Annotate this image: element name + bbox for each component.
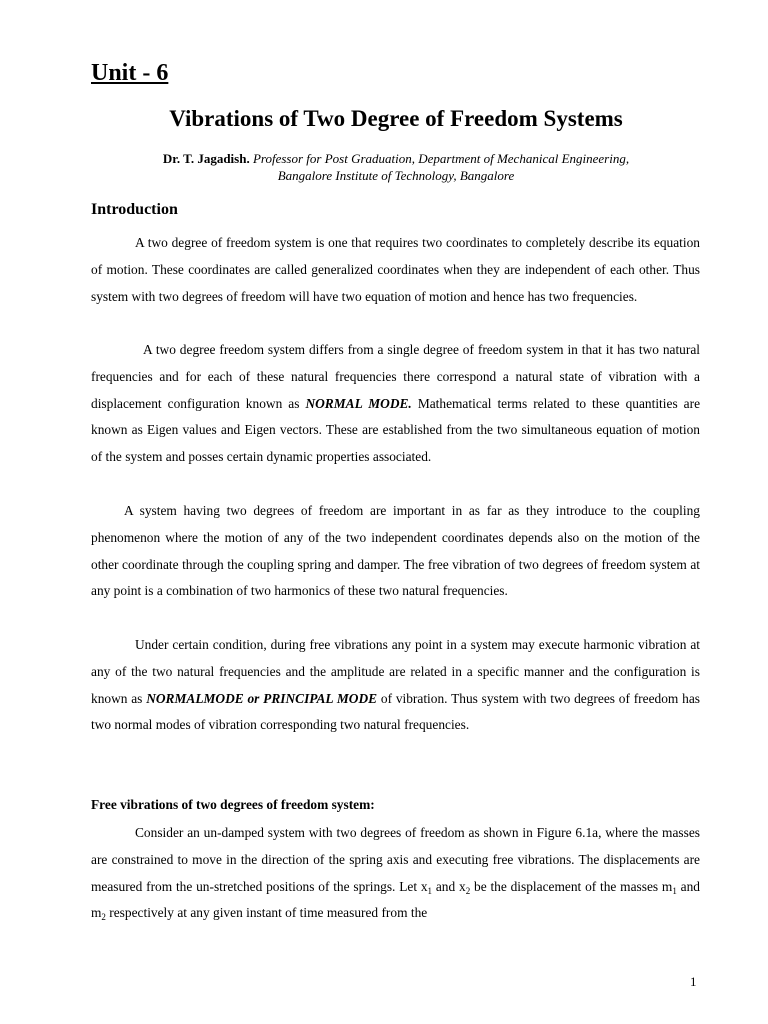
page-number: 1 bbox=[690, 974, 697, 989]
paragraph-4-emphasis: NORMALMODE or PRINCIPAL MODE bbox=[146, 690, 378, 706]
free-vibrations-heading: Free vibrations of two degrees of freedom system: bbox=[91, 797, 375, 812]
author-affiliation-line2: Bangalore Institute of Technology, Bangalore bbox=[277, 168, 515, 183]
paragraph-5 bbox=[91, 820, 700, 927]
paragraph-2-emphasis: NORMAL MODE. bbox=[305, 395, 412, 411]
paragraph-5-text-b: and x bbox=[435, 878, 466, 894]
author-block bbox=[0, 150, 768, 184]
paragraph-1: A two degree of freedom system is one that requires two coordinates to completely describe its equation of motion. These coordinates are called generalized coordinates when they are independent of each other. Thus system with two degrees of freedom will have two equation of motion and hence has two frequencies. bbox=[91, 235, 700, 304]
subscript-x2: 2 bbox=[465, 885, 471, 896]
author-affiliation-line1: Professor for Post Graduation, Department of Mechanical Engineering, bbox=[252, 151, 630, 166]
subscript-m1: 1 bbox=[672, 885, 677, 896]
paragraph-5-text-a: Consider an un-damped system with two degrees of freedom as shown in Figure 6.1a, where the masses are constrained to move in the direction of the spring axis and executing free vibrations. The displacements are measured from the un-stretched positions of the springs. Let x bbox=[91, 825, 700, 894]
subscript-x1: 1 bbox=[427, 885, 433, 896]
paragraph-3: A system having two degrees of freedom are important in as far as they introduce to the coupling phenomenon where the motion of any of the two independent coordinates depends also on the motion of the other coordinate through the coupling spring and damper. The free vibration of two degrees of freedom system at any point is a combination of two harmonics of these two natural frequencies. bbox=[91, 503, 700, 599]
paragraph-5-text-e: respectively at any given instant of time measured from the bbox=[109, 905, 428, 921]
author-name: Dr. T. Jagadish. bbox=[162, 151, 250, 166]
paragraph-5-text-c: be the displacement of the masses m bbox=[474, 878, 673, 894]
paragraph-2-text-b: Mathematical terms related to these quantities are known as Eigen values and Eigen vectors. These are established from the two simultaneous equation of motion of the system and posses certain dynamic properties associated. bbox=[91, 395, 701, 465]
document-title: Vibrations of Two Degree of Freedom Systems bbox=[169, 106, 623, 131]
paragraph-4-text-a: Under certain condition, during free vibrations any point in a system may execute harmonic vibration at any of the two natural frequencies and the amplitude are related in a specific manner and the configuration is known as bbox=[91, 637, 700, 706]
paragraph-4 bbox=[91, 632, 700, 739]
paragraph-2 bbox=[91, 337, 700, 471]
unit-heading: Unit - 6 bbox=[91, 60, 169, 86]
subscript-m2: 2 bbox=[101, 912, 106, 923]
introduction-heading: Introduction bbox=[91, 201, 178, 218]
paragraph-4-text-b: of vibration. Thus system with two degrees of freedom has two normal modes of vibration corresponding two natural frequencies. bbox=[91, 690, 700, 733]
paragraph-5-text-d: and m bbox=[91, 878, 700, 921]
paragraph-2-text-a: A two degree freedom system differs from a single degree of freedom system in that it has two natural frequencies and for each of these natural frequencies there correspond a natural state of vibration with a displacement configuration known as bbox=[91, 342, 700, 411]
